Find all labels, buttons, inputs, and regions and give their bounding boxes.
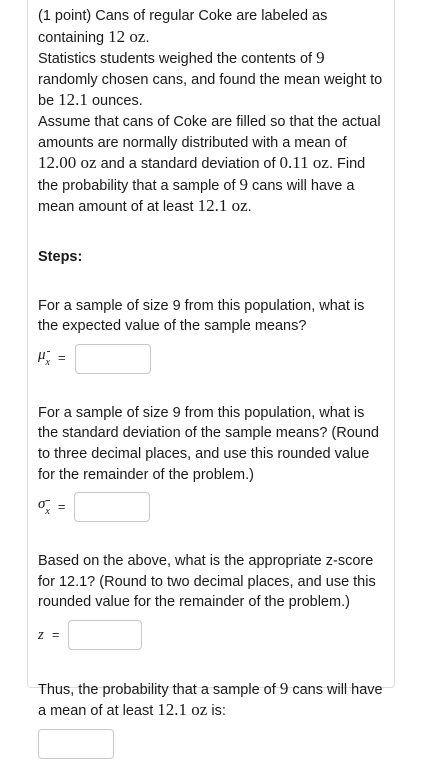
probability-answer-input[interactable] [38, 729, 114, 759]
population-sd: 0.11 oz [279, 153, 329, 173]
population-mean: 12.00 oz [38, 153, 97, 173]
problem-statement-1: (1 point) Cans of regular Coke are labeled as containing 12 oz. [38, 8, 328, 46]
equals-sign: = [51, 626, 60, 642]
step-2 [38, 403, 388, 523]
z-symbol: z [38, 626, 44, 643]
step-3-answer-row [38, 619, 388, 651]
step-1-question: For a sample of size 9 from this population, what is the expected value of the sample means? [38, 297, 365, 335]
threshold-value: 12.1 oz [197, 196, 248, 216]
step-3-question: Based on the above, what is the appropriate z-score for 12.1? (Round to two decimal places, and use this rounded value for the remainder of the problem.) [38, 553, 376, 611]
z-answer-input[interactable] [68, 620, 142, 650]
step-1 [38, 296, 388, 375]
sigma-answer-input[interactable] [74, 492, 150, 522]
step-2-answer-row [38, 491, 388, 523]
sample-mean: 12.1 [58, 90, 88, 110]
problem-content [38, 6, 388, 760]
equals-sign: = [57, 350, 66, 366]
mu-xbar-symbol: $\mu_x$ [38, 345, 50, 372]
steps-title: Steps: [38, 248, 83, 265]
step-4 [38, 679, 388, 760]
sigma-xbar-symbol: $\sigma_x$ [38, 494, 50, 521]
step-2-question: For a sample of size 9 from this population, what is the standard deviation of the sample means? (Round to three decimal places, and use this rounded value for the remainder of the problem.) [38, 404, 379, 483]
points-label: (1 point) [38, 8, 92, 24]
label-amount: 12 oz [108, 26, 146, 46]
sample-size: 9 [316, 48, 325, 68]
step-3 [38, 551, 388, 651]
equals-sign: = [57, 498, 66, 514]
mu-answer-input[interactable] [75, 344, 151, 374]
problem-statement-3: Assume that cans of Coke are filled so that the actual amounts are normally distributed with a mean of 12.00 oz and a standard deviation of 0.11 oz. Find the probability that a sample of 9 cans will have a mean amount of at least 12.1 oz. [38, 113, 381, 216]
problem-statement-2: Statistics students weighed the contents of 9 randomly chosen cans, and found the mean weight to be 12.1 ounces. [38, 48, 383, 110]
step-1-answer-row [38, 343, 388, 375]
step-4-answer-row [38, 728, 388, 760]
step-4-question: Thus, the probability that a sample of 9 cans will have a mean of at least 12.1 oz is: [38, 678, 383, 720]
